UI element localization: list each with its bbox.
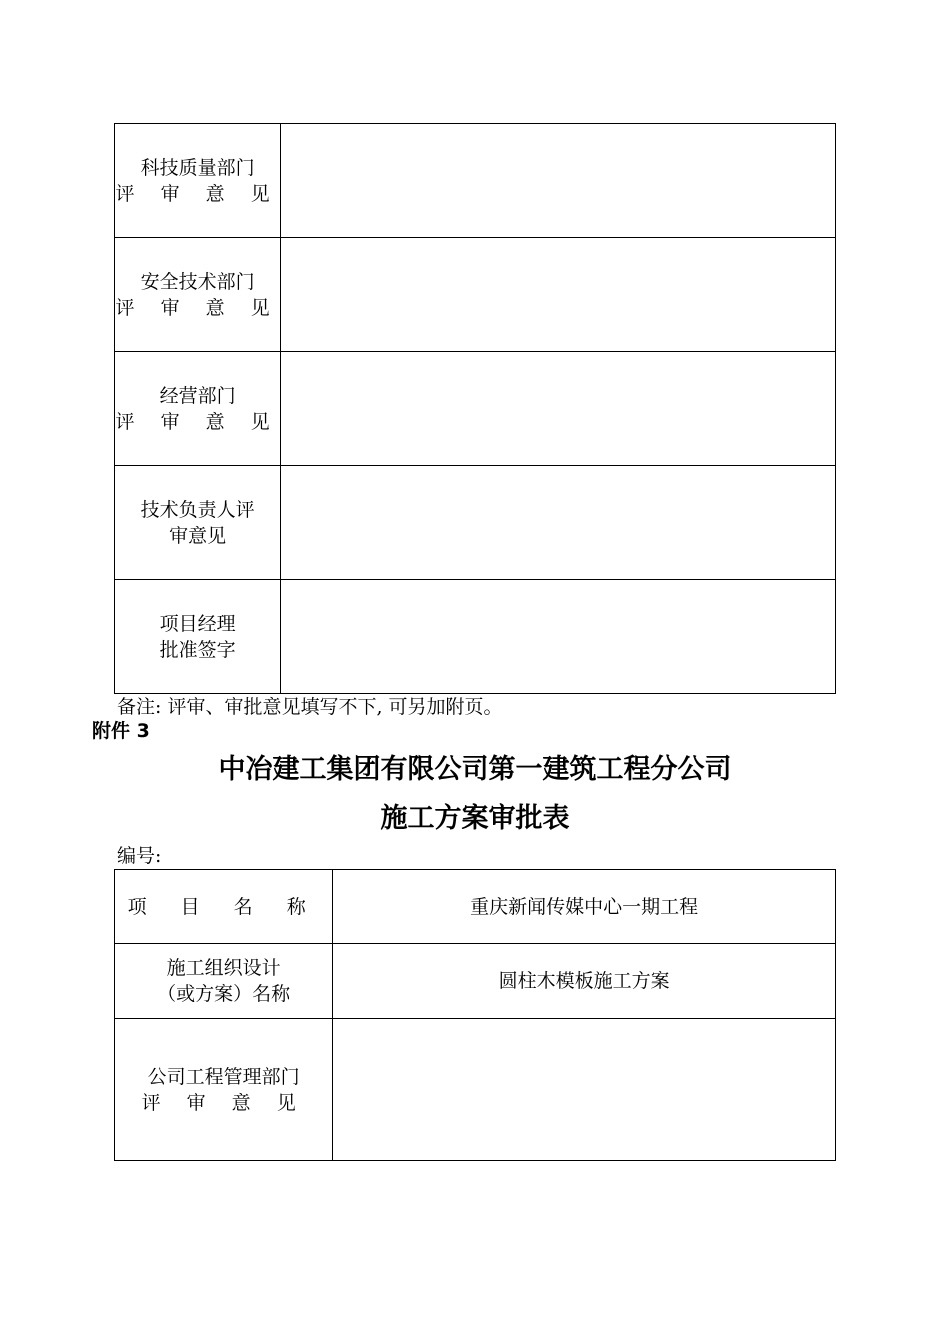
attachment-label: 附件 3 [92, 720, 150, 742]
row-label-tech-quality [115, 124, 281, 238]
project-name-value[interactable]: 重庆新闻传媒中心一期工程 [333, 870, 836, 944]
safety-tech-opinion-field[interactable] [281, 238, 836, 352]
row-label-operations [115, 352, 281, 466]
row-label-project-manager [115, 580, 281, 694]
project-name-label [115, 870, 333, 944]
table-row [115, 580, 836, 694]
operations-opinion-field[interactable] [281, 352, 836, 466]
tech-quality-opinion-field[interactable] [281, 124, 836, 238]
label-line: 科技质量部门 [140, 156, 255, 179]
review-opinions-table [114, 123, 836, 694]
label-line: 经营部门 [159, 384, 236, 407]
label-line: 评 审 意 见 [115, 182, 280, 205]
label-line: 安全技术部门 [140, 270, 255, 293]
dept-review-label [115, 1019, 333, 1161]
form-title: 施工方案审批表 [380, 803, 570, 834]
row-label-tech-lead [115, 466, 281, 580]
footnote: 备注: 评审、审批意见填写不下, 可另加附页。 [117, 696, 503, 718]
design-name-label [115, 944, 333, 1019]
dept-review-opinion-field[interactable] [333, 1019, 836, 1161]
label-line: 审意见 [169, 524, 227, 547]
label-line: 评 审 意 见 [115, 410, 280, 433]
tech-lead-opinion-field[interactable] [281, 466, 836, 580]
label-line: 技术负责人评 [140, 498, 255, 521]
label-line: 公司工程管理部门 [147, 1065, 300, 1088]
approval-table [114, 869, 836, 1161]
company-title: 中冶建工集团有限公司第一建筑工程分公司 [218, 754, 732, 785]
table-row [115, 124, 836, 238]
label-line: 项 目 名 称 [127, 895, 320, 918]
table-row [115, 238, 836, 352]
row-label-safety-tech [115, 238, 281, 352]
label-line: 评 审 意 见 [141, 1091, 306, 1114]
table-row [115, 870, 836, 944]
label-line: 评 审 意 见 [115, 296, 280, 319]
project-manager-signature-field[interactable] [281, 580, 836, 694]
label-line: （或方案）名称 [157, 983, 291, 1005]
serial-number-label: 编号: [117, 845, 162, 867]
label-line: 施工组织设计 [166, 957, 281, 979]
label-line: 项目经理 [159, 612, 236, 635]
label-line: 批准签字 [159, 638, 236, 661]
table-row [115, 1019, 836, 1161]
table-row [115, 466, 836, 580]
design-name-value[interactable]: 圆柱木模板施工方案 [333, 944, 836, 1019]
table-row [115, 352, 836, 466]
table-row [115, 944, 836, 1019]
